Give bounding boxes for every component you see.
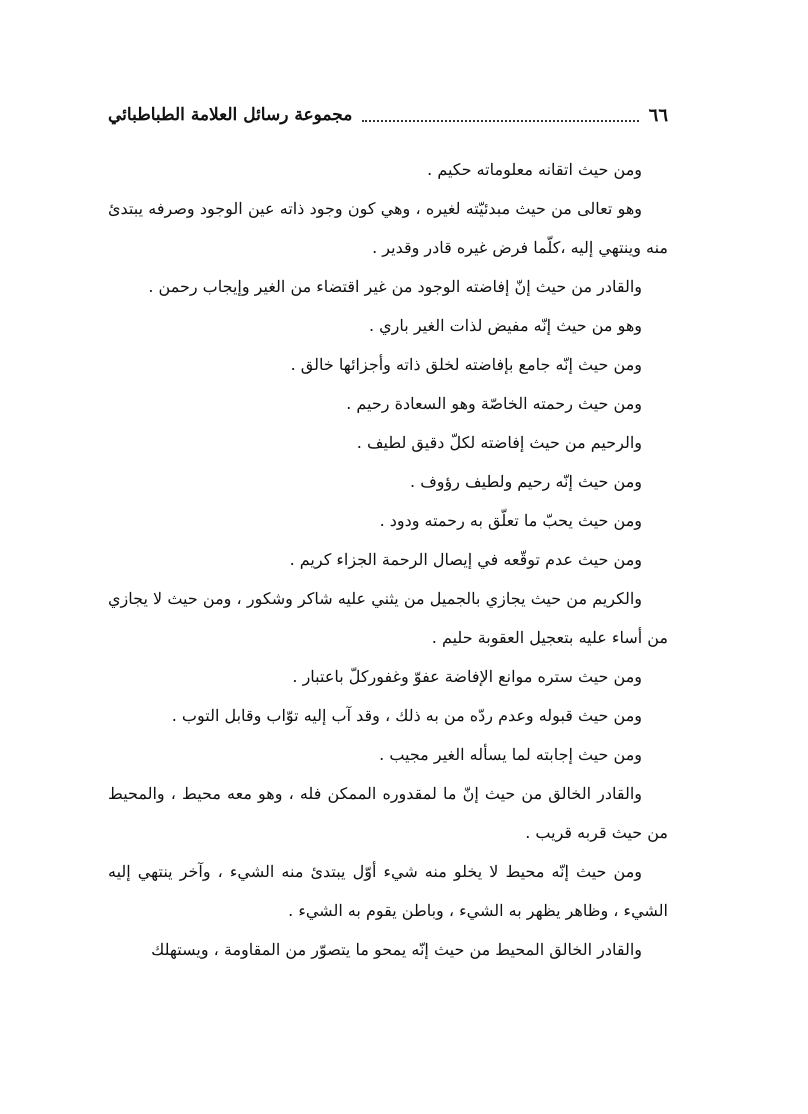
paragraph: ومن حيث إنّه رحيم ولطيف رؤوف .: [410, 472, 642, 491]
paragraph: وهو من حيث إنّه مفيض لذات الغير باري .: [368, 316, 642, 335]
page-number: ٦٦: [648, 104, 668, 126]
paragraph: ومن حيث عدم توقّعه في إيصال الرحمة الجزاء كريم .: [289, 550, 642, 569]
paragraph: والقادر الخالق المحيط من حيث إنّه يمحو ما يتصوّر من المقاومة ، ويستهلك: [151, 940, 642, 959]
page-header: [108, 100, 668, 130]
paragraph: ومن حيث اتقانه معلوماته حكيم .: [427, 160, 642, 179]
paragraph: والقادر من حيث إنّ إفاضته الوجود من غير اقتضاء من الغير وإيجاب رحمن .: [148, 277, 642, 296]
paragraph: ومن حيث قبوله وعدم ردّه من به ذلك ، وقد آب إليه توّاب وقابل التوب .: [171, 706, 642, 725]
paragraph: ومن حيث إجابته لما يسأله الغير مجيب .: [379, 745, 642, 764]
paragraph: والرحيم من حيث إفاضته لكلّ دقيق لطيف .: [356, 433, 642, 452]
paragraph: والقادر الخالق من حيث إنّ ما لمقدوره الممكن فله ، وهو معه محيط ، والمحيط من حيث قربه قريب .: [108, 784, 668, 842]
paragraph: ومن حيث ستره موانع الإفاضة عفوّ وغفوركلّ باعتبار .: [292, 667, 642, 686]
dotted-leader: [362, 120, 638, 122]
paragraph: وهو تعالى من حيث مبدئيّته لغيره ، وهي كون وجود ذاته عين الوجود وصرفه يبتدئ منه وينتهي إليه ،كلّما فرض غيره قادر وقدير .: [108, 199, 668, 257]
paragraph: ومن حيث رحمته الخاصّة وهو السعادة رحيم .: [346, 394, 642, 413]
body-text: [108, 150, 668, 969]
paragraph: ومن حيث إنّه جامع بإفاضته لخلق ذاته وأجزائها خالق .: [290, 355, 642, 374]
paragraph: ومن حيث يحبّ ما تعلّق به رحمته ودود .: [379, 511, 642, 530]
paragraph: ومن حيث إنّه محيط لا يخلو منه شيء أوّل يبتدئ منه الشيء ، وآخر ينتهي إليه الشيء ، وظاهر يظهر به الشيء ، وباطن يقوم به الشيء .: [108, 862, 668, 920]
paragraph: والكريم من حيث يجازي بالجميل من يثني عليه شاكر وشكور ، ومن حيث لا يجازي من أساء عليه بتعجيل العقوبة حليم .: [108, 589, 668, 647]
running-title: مجموعة رسائل العلامة الطباطبائي: [108, 105, 353, 125]
